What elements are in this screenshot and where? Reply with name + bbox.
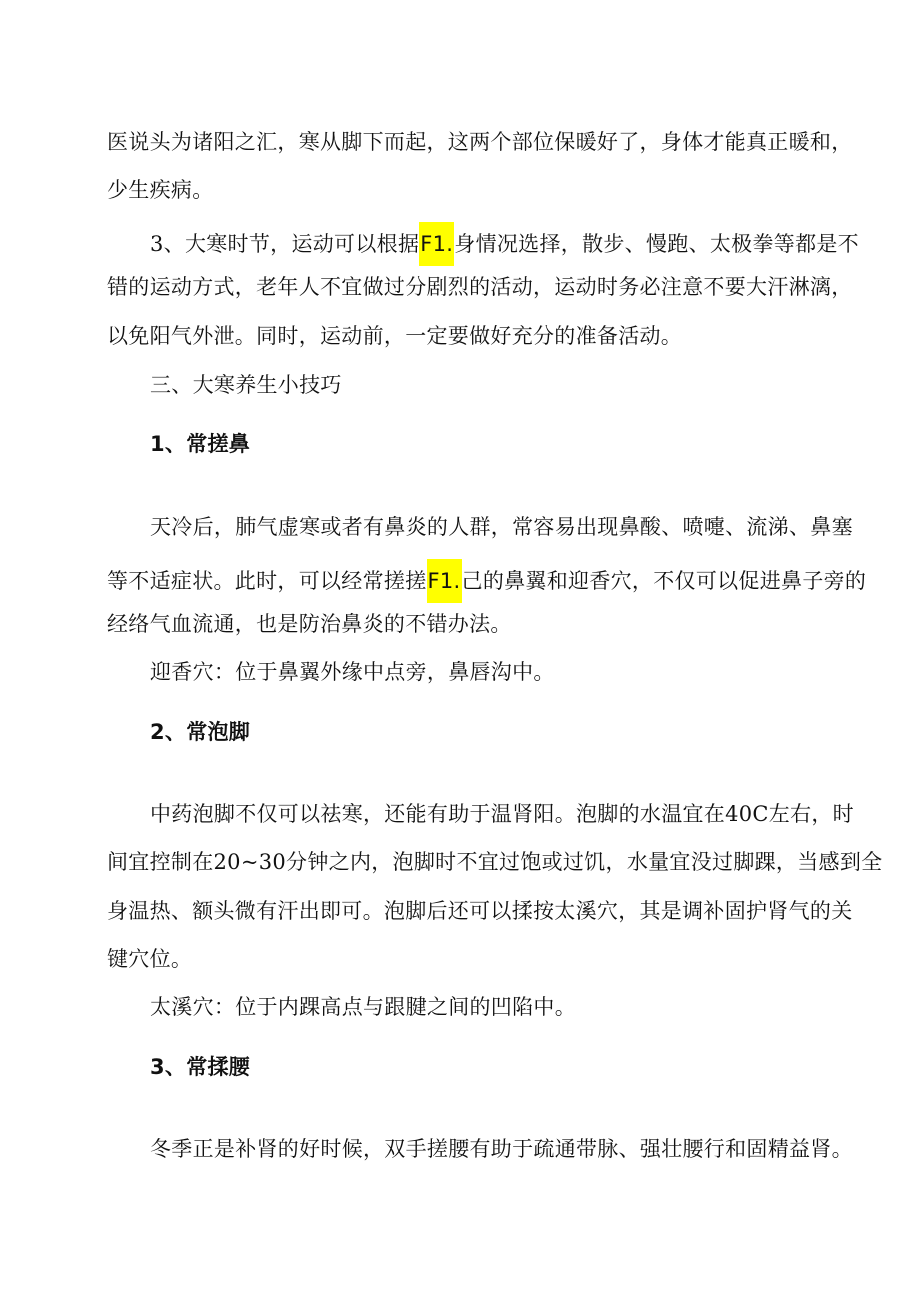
acupoint-note: 太溪穴：位于内踝高点与跟腱之间的凹陷中。 [150,995,576,1019]
acupoint-note: 迎香穴：位于鼻翼外缘中点旁，鼻唇沟中。 [150,660,555,684]
paragraph-text: 3、大寒时节，运动可以根据 [150,232,420,256]
paragraph-line: 中药泡脚不仅可以祛寒，还能有助于温肾阳。泡脚的水温宜在40C左右，时 [150,802,854,826]
paragraph-line: 身温热、额头微有汗出即可。泡脚后还可以揉按太溪穴，其是调补固护肾气的关 [107,899,853,923]
section-heading: 三、大寒养生小技巧 [150,373,342,397]
paragraph-line: 天冷后，肺气虚寒或者有鼻炎的人群，常容易出现鼻酸、喷嚏、流涕、鼻塞 [150,515,853,539]
paragraph-line [107,559,867,603]
subsection-heading: 3、常揉腰 [150,1055,251,1079]
highlighted-field-code: F1. [427,559,462,603]
paragraph-line: 医说头为诸阳之汇，寒从脚下而起，这两个部位保暖好了，身体才能真正暖和， [107,130,853,154]
paragraph-line: 以免阳气外泄。同时，运动前，一定要做好充分的准备活动。 [107,324,683,348]
paragraph-text: 身情况选择，散步、慢跑、太极拳等都是不 [454,232,859,256]
subsection-heading: 1、常搓鼻 [150,432,251,456]
subsection-heading: 2、常泡脚 [150,720,251,744]
paragraph-line: 冬季正是补肾的好时候，双手搓腰有助于疏通带脉、强壮腰行和固精益肾。 [150,1137,853,1161]
paragraph-line: 错的运动方式，老年人不宜做过分剧烈的活动，运动时务必注意不要大汗淋漓， [107,275,853,299]
paragraph-line [150,222,859,266]
paragraph-line: 经络气血流通，也是防治鼻炎的不错办法。 [107,612,512,636]
paragraph-line: 键穴位。 [107,947,193,971]
paragraph-line: 少生疾病。 [107,178,214,202]
paragraph-line: 间宜控制在20~30分钟之内，泡脚时不宜过饱或过饥，水量宜没过脚踝，当感到全 [107,850,883,874]
paragraph-text: 等不适症状。此时，可以经常搓搓 [107,569,427,593]
highlighted-field-code: F1. [419,222,454,266]
paragraph-text: 己的鼻翼和迎香穴，不仅可以促进鼻子旁的 [461,569,867,593]
